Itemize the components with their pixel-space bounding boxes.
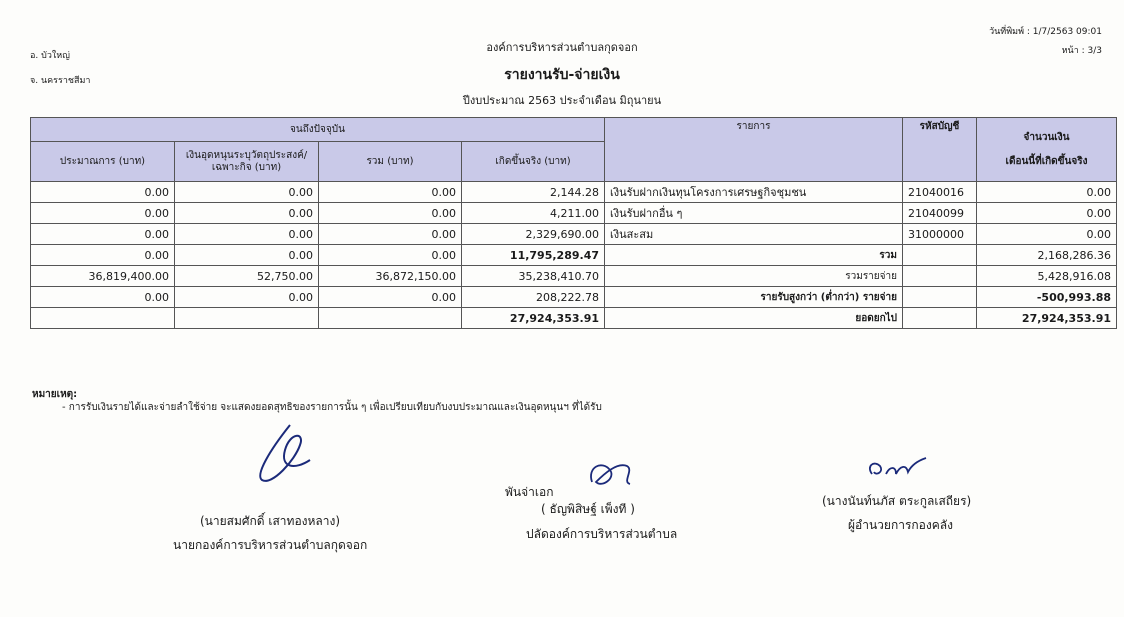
cell-amount: 2,168,286.36	[977, 245, 1117, 266]
amount-title: จำนวนเงิน	[1023, 131, 1070, 143]
col-header-total: รวม (บาท)	[319, 142, 462, 182]
cell-budget: 36,819,400.00	[31, 266, 175, 287]
cell-subsidy: 52,750.00	[175, 266, 319, 287]
cell-total: 0.00	[319, 203, 462, 224]
cell-actual: 208,222.78	[462, 287, 605, 308]
cell-amount: 27,924,353.91	[977, 308, 1117, 329]
col-header-code: รหัสบัญชี	[903, 118, 977, 182]
cell-item: เงินรับฝากอื่น ๆ	[605, 203, 903, 224]
cell-item: ยอดยกไป	[605, 308, 903, 329]
cell-total	[319, 308, 462, 329]
table-row	[31, 224, 1117, 245]
cell-actual: 27,924,353.91	[462, 308, 605, 329]
report-subtitle: ปีงบประมาณ 2563 ประจำเดือน มิถุนายน	[462, 94, 662, 107]
province-label: จ. นครราชสีมา	[30, 76, 91, 86]
table-row	[31, 245, 1117, 266]
table-row	[31, 287, 1117, 308]
cell-actual: 11,795,289.47	[462, 245, 605, 266]
col-header-budget: ประมาณการ (บาท)	[31, 142, 175, 182]
signer-right-title: ผู้อำนวยการกองคลัง	[848, 518, 953, 532]
print-date: วันที่พิมพ์ : 1/7/2563 09:01	[989, 27, 1102, 37]
cell-amount: 0.00	[977, 182, 1117, 203]
signer-mid-rank: พันจ่าเอก	[505, 485, 554, 499]
cell-amount: 0.00	[977, 203, 1117, 224]
notes-text: - การรับเงินรายได้และจ่ายลำใช้จ่าย จะแสดงยอดสุทธิของรายการนั้น ๆ เพื่อเปรียบเทียบกับงบประมาณและเงินอุดหนุนฯ ที่ได้รับ	[62, 402, 602, 413]
signature-left-image	[250, 420, 330, 490]
cell-total: 36,872,150.00	[319, 266, 462, 287]
col-header-subsidy: เงินอุดหนุนระบุวัตถุประสงค์/เฉพาะกิจ (บาท)	[175, 142, 319, 182]
cell-actual: 2,144.28	[462, 182, 605, 203]
cell-subsidy: 0.00	[175, 182, 319, 203]
cell-code: 21040016	[903, 182, 977, 203]
cell-subsidy: 0.00	[175, 203, 319, 224]
cell-total: 0.00	[319, 182, 462, 203]
cell-item: รวม	[605, 245, 903, 266]
cell-total: 0.00	[319, 224, 462, 245]
cell-actual: 4,211.00	[462, 203, 605, 224]
table-row	[31, 266, 1117, 287]
report-title: รายงานรับ-จ่ายเงิน	[504, 67, 620, 83]
signature-mid-image	[582, 452, 642, 497]
col-header-actual: เกิดขึ้นจริง (บาท)	[462, 142, 605, 182]
report-table	[30, 117, 1117, 329]
signer-mid-title: ปลัดองค์การบริหารส่วนตำบล	[526, 527, 678, 541]
cell-code: 21040099	[903, 203, 977, 224]
cell-code	[903, 308, 977, 329]
col-header-amount	[977, 118, 1117, 182]
cell-code: 31000000	[903, 224, 977, 245]
cell-actual: 35,238,410.70	[462, 266, 605, 287]
cell-subsidy	[175, 308, 319, 329]
notes-heading: หมายเหตุ:	[32, 389, 78, 400]
signature-right-image	[862, 454, 932, 484]
table-row	[31, 308, 1117, 329]
district-label: อ. บัวใหญ่	[30, 51, 70, 61]
cell-budget	[31, 308, 175, 329]
cell-budget: 0.00	[31, 245, 175, 266]
cell-subsidy: 0.00	[175, 224, 319, 245]
cell-amount: 0.00	[977, 224, 1117, 245]
cell-total: 0.00	[319, 245, 462, 266]
cell-budget: 0.00	[31, 203, 175, 224]
cell-budget: 0.00	[31, 287, 175, 308]
page-number: หน้า : 3/3	[1061, 46, 1102, 56]
organization-name: องค์การบริหารส่วนตำบลกุดจอก	[486, 41, 638, 54]
table-row	[31, 182, 1117, 203]
signer-mid-name: ( ธัญพิสิษฐ์ เพ็งที )	[541, 502, 635, 516]
cell-amount: -500,993.88	[977, 287, 1117, 308]
cell-item: รายรับสูงกว่า (ต่ำกว่า) รายจ่าย	[605, 287, 903, 308]
cell-budget: 0.00	[31, 182, 175, 203]
signer-left-name: (นายสมศักดิ์ เสาทองหลาง)	[200, 514, 341, 528]
cell-item: รวมรายจ่าย	[605, 266, 903, 287]
cell-budget: 0.00	[31, 224, 175, 245]
cell-subsidy: 0.00	[175, 245, 319, 266]
cell-total: 0.00	[319, 287, 462, 308]
amount-subtitle: เดือนนี้ที่เกิดขึ้นจริง	[1005, 155, 1088, 167]
cell-amount: 5,428,916.08	[977, 266, 1117, 287]
cell-code	[903, 245, 977, 266]
cell-code	[903, 266, 977, 287]
cell-item: เงินรับฝากเงินทุนโครงการเศรษฐกิจชุมชน	[605, 182, 903, 203]
cell-item: เงินสะสม	[605, 224, 903, 245]
signer-left-title: นายกองค์การบริหารส่วนตำบลกุดจอก	[173, 538, 368, 552]
cell-code	[903, 287, 977, 308]
cell-actual: 2,329,690.00	[462, 224, 605, 245]
cell-subsidy: 0.00	[175, 287, 319, 308]
signer-right-name: (นางนันท์นภัส ตระกูลเสถียร)	[822, 494, 972, 508]
col-header-item: รายการ	[605, 118, 903, 182]
group-header: จนถึงปัจจุบัน	[31, 118, 605, 142]
table-row	[31, 203, 1117, 224]
